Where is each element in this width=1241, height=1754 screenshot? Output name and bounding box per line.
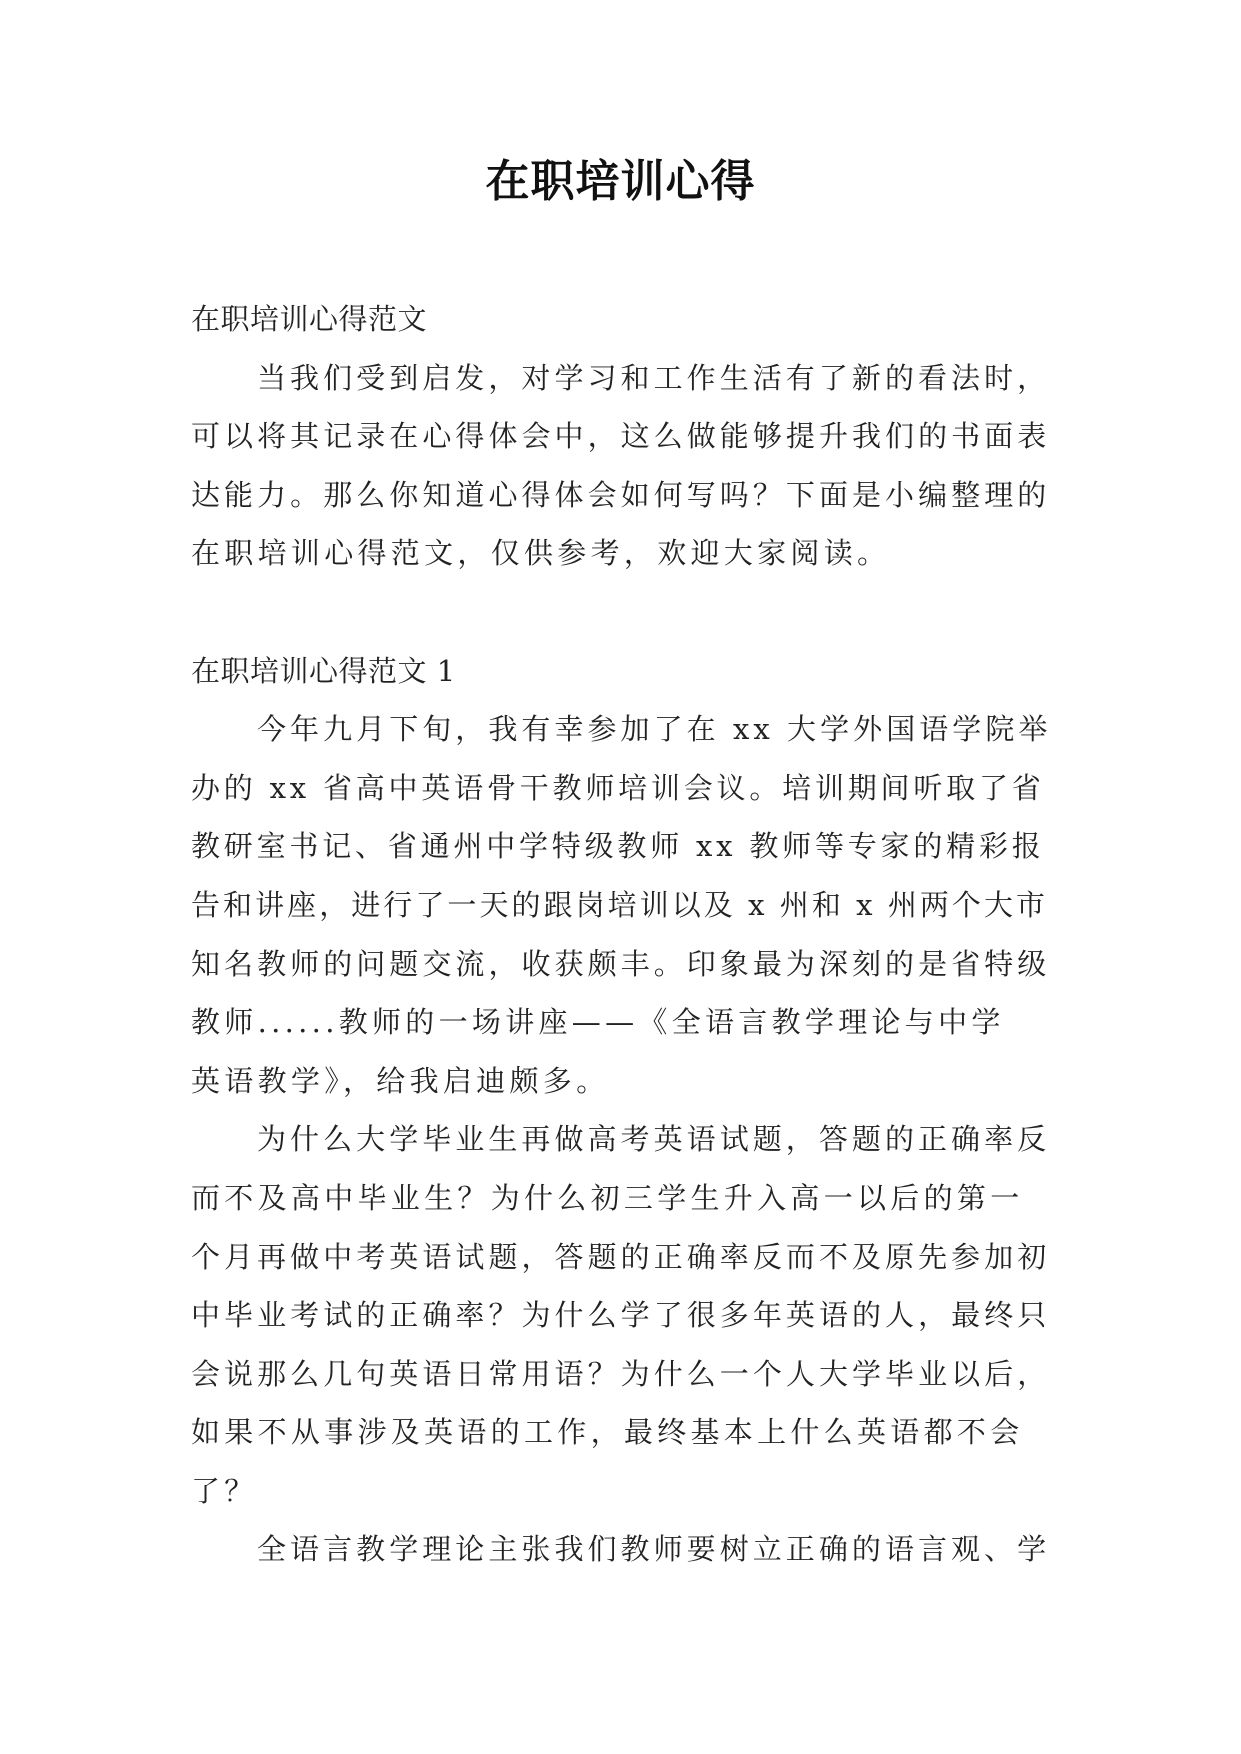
- paragraph-line: 当我们受到启发，对学习和工作生活有了新的看法时，: [257, 360, 1051, 395]
- paragraph-line: 为什么大学毕业生再做高考英语试题，答题的正确率反: [257, 1122, 1051, 1157]
- paragraph-line: 在职培训心得范文，仅供参考，欢迎大家阅读。: [191, 536, 891, 571]
- paragraph-line: 中毕业考试的正确率？为什么学了很多年英语的人，最终只: [191, 1298, 1051, 1333]
- paragraph-line: 办的 xx 省高中英语骨干教师培训会议。培训期间听取了省: [191, 770, 1045, 805]
- section-heading: 在职培训心得范文: [191, 302, 428, 336]
- document-title: 在职培训心得: [485, 156, 756, 207]
- paragraph-line: 全语言教学理论主张我们教师要树立正确的语言观、学: [257, 1532, 1051, 1567]
- paragraph-line: 教师......教师的一场讲座——《全语言教学理论与中学: [191, 1005, 1005, 1040]
- paragraph-line: 今年九月下旬，我有幸参加了在 xx 大学外国语学院举: [257, 712, 1052, 747]
- paragraph-line: 了？: [191, 1473, 258, 1508]
- paragraph-line: 告和讲座，进行了一天的跟岗培训以及 x 州和 x 州两个大市: [191, 887, 1049, 922]
- paragraph-line: 达能力。那么你知道心得体会如何写吗？下面是小编整理的: [191, 477, 1051, 512]
- paragraph-line: 个月再做中考英语试题，答题的正确率反而不及原先参加初: [191, 1239, 1051, 1274]
- paragraph-spacer: [191, 583, 1051, 642]
- section-heading: 在职培训心得范文 1: [191, 653, 456, 688]
- paragraph-line: 会说那么几句英语日常用语？为什么一个人大学毕业以后，: [191, 1356, 1051, 1391]
- document-body: [191, 290, 1051, 1579]
- paragraph-line: 而不及高中毕业生？为什么初三学生升入高一以后的第一: [191, 1180, 1024, 1215]
- paragraph-line: 可以将其记录在心得体会中，这么做能够提升我们的书面表: [191, 419, 1051, 454]
- paragraph-line: 如果不从事涉及英语的工作，最终基本上什么英语都不会: [191, 1415, 1024, 1450]
- paragraph-line: 教研室书记、省通州中学特级教师 xx 教师等专家的精彩报: [191, 829, 1045, 864]
- paragraph-line: 知名教师的问题交流，收获颇丰。印象最为深刻的是省特级: [191, 946, 1051, 981]
- paragraph-line: 英语教学》，给我启迪颇多。: [191, 1063, 610, 1098]
